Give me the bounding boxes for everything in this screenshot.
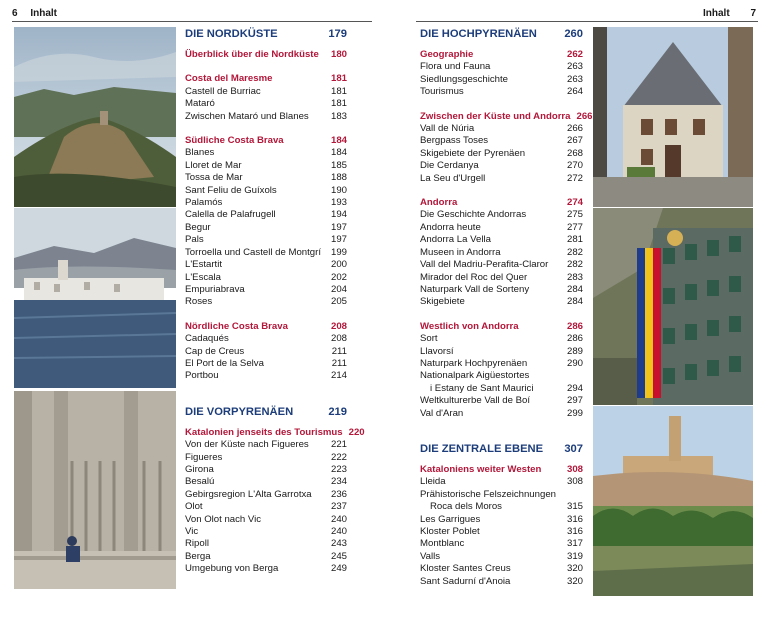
toc-entry-label: Weltkulturerbe Vall de Boí [420, 395, 531, 407]
toc-left-column [185, 27, 365, 576]
toc-entry[interactable] [185, 370, 347, 382]
toc-entry-page: 179 [328, 28, 347, 40]
toc-entry-page: 281 [566, 234, 583, 246]
toc-spacer [185, 383, 347, 405]
toc-entry[interactable] [185, 197, 347, 209]
toc-entry-label: Figueres [185, 451, 223, 463]
left-header-title: Inhalt [30, 8, 58, 19]
toc-entry-label: Flora und Fauna [420, 61, 491, 73]
toc-entry-page: 260 [564, 28, 583, 40]
toc-entry[interactable] [185, 284, 347, 296]
toc-entry-label: Olot [185, 501, 203, 513]
toc-entry-page: 240 [330, 526, 347, 537]
toc-entry-label: Naturpark Vall de Sorteny [420, 283, 530, 295]
toc-entry-page: 208 [330, 320, 347, 332]
toc-entry-label: Kloster Santes Creus [420, 563, 511, 575]
toc-entry-page: 243 [330, 538, 347, 550]
toc-entry-page: 180 [330, 49, 347, 60]
toc-entry-label: Palamós [185, 197, 223, 209]
toc-subsection-heading[interactable] [185, 321, 347, 333]
toc-entry-page: 197 [330, 234, 347, 246]
toc-entry-page: 194 [330, 209, 347, 221]
toc-entry-page: 200 [330, 259, 347, 271]
toc-entry-page: 294 [566, 382, 583, 394]
toc-spacer [420, 420, 583, 442]
toc-entry-label: Von Olot nach Vic [185, 513, 262, 525]
toc-entry-label: La Seu d'Urgell [420, 172, 486, 184]
toc-entry-label: Andorra heute [420, 221, 481, 233]
toc-entry-label: Skigebiete der Pyrenäen [420, 147, 526, 159]
toc-entry[interactable] [185, 551, 347, 563]
toc-entry-page: 275 [566, 209, 583, 221]
toc-entry-page: 264 [566, 86, 583, 98]
toc-entry-page: 272 [566, 172, 583, 184]
toc-entry-label: Vic [185, 526, 199, 537]
toc-section-heading[interactable] [420, 27, 583, 41]
toc-entry-page [577, 370, 583, 382]
toc-entry-page: 320 [566, 575, 583, 587]
toc-entry-label: Begur [185, 221, 211, 233]
toc-entry-label: Andorra [420, 197, 458, 209]
right-page-number: 7 [750, 8, 756, 19]
toc-entry[interactable] [185, 86, 347, 98]
toc-entry[interactable] [420, 272, 583, 284]
toc-entry-page: 190 [330, 184, 347, 196]
toc-entry[interactable] [420, 284, 583, 296]
toc-entry-page: 308 [566, 463, 583, 475]
toc-entry-label: Zwischen Mataró und Blanes [185, 110, 309, 122]
toc-subsection-heading[interactable] [185, 135, 347, 147]
toc-entry[interactable] [420, 296, 583, 308]
toc-entry-page: 222 [330, 451, 347, 463]
toc-entry-label: Calella de Palafrugell [185, 209, 276, 221]
toc-entry[interactable] [420, 123, 583, 135]
toc-entry[interactable] [185, 160, 347, 172]
toc-entry[interactable] [185, 185, 347, 197]
toc-entry[interactable] [420, 576, 583, 588]
toc-entry-label: Vall de Núria [420, 123, 475, 135]
toc-entry-page: 237 [330, 501, 347, 513]
toc-entry[interactable] [185, 111, 347, 123]
toc-entry-label: DIE NORDKÜSTE [185, 28, 278, 40]
toc-entry-label: Tossa de Mar [185, 172, 243, 184]
toc-entry-page: 284 [566, 283, 583, 295]
toc-entry[interactable] [185, 259, 347, 271]
toc-entry-label: Costa del Maresme [185, 73, 273, 85]
toc-entry-label: Besalú [185, 476, 215, 488]
toc-entry-label: Geographie [420, 49, 474, 60]
toc-entry-label: Girona [185, 463, 214, 475]
toc-entry-page: 181 [330, 98, 347, 110]
toc-entry-label: Ripoll [185, 538, 209, 550]
toc-entry-page: 197 [330, 221, 347, 233]
toc-entry-page: 208 [330, 333, 347, 345]
toc-entry-label: Überblick über die Nordküste [185, 49, 319, 60]
toc-entry-label: Roca dels Moros [430, 501, 502, 513]
toc-entry[interactable] [420, 209, 583, 221]
lleida-cathedral-hill-photo [593, 406, 753, 596]
toc-entry[interactable] [420, 526, 583, 538]
toc-entry-page: 181 [330, 85, 347, 97]
toc-entry-label: Montblanc [420, 538, 465, 550]
toc-entry-page: 315 [566, 501, 583, 513]
toc-entry-label: L'Escala [185, 271, 221, 283]
toc-entry[interactable] [420, 514, 583, 526]
toc-entry-page: 277 [566, 221, 583, 233]
toc-entry-page: 234 [330, 476, 347, 488]
toc-entry-label: Cadaqués [185, 333, 229, 345]
toc-entry-label: Zwischen der Küste und Andorra [420, 110, 571, 122]
toc-entry-page: 185 [330, 159, 347, 171]
toc-entry[interactable] [185, 234, 347, 246]
toc-entry[interactable] [420, 358, 583, 370]
toc-subsection-heading[interactable] [420, 197, 583, 209]
toc-entry[interactable] [185, 514, 347, 526]
toc-entry-page: 240 [330, 513, 347, 525]
toc-entry-label: Vall del Madriu-Perafita-Claror [420, 259, 549, 271]
toc-entry-page: 289 [566, 345, 583, 357]
toc-entry-label: Les Garrigues [420, 513, 481, 525]
toc-entry-label: DIE ZENTRALE EBENE [420, 442, 544, 455]
toc-entry-page: 205 [330, 296, 347, 308]
toc-entry-label: Prähistorische Felszeichnungen [420, 488, 556, 500]
toc-entry-label: Roses [185, 296, 213, 308]
toc-entry-label: Siedlungsgeschichte [420, 73, 509, 85]
toc-entry-label: DIE HOCHPYRENÄEN [420, 28, 537, 40]
toc-spacer [185, 61, 347, 73]
toc-entry-page: 266 [566, 123, 583, 135]
toc-spacer [420, 185, 583, 197]
toc-entry-page: 184 [330, 147, 347, 159]
toc-entry[interactable] [185, 439, 347, 451]
toc-entry[interactable] [420, 333, 583, 345]
seaside-town-photo [14, 208, 176, 388]
toc-entry[interactable] [420, 222, 583, 234]
toc-entry[interactable] [185, 222, 347, 234]
toc-entry-page: 249 [330, 563, 347, 575]
toc-entry-page: 262 [566, 49, 583, 60]
right-page-header [703, 8, 756, 19]
toc-entry-label: Torroella und Castell de Montgrí [185, 246, 321, 258]
toc-entry[interactable] [420, 383, 583, 395]
toc-entry[interactable] [185, 358, 347, 370]
toc-entry[interactable] [420, 135, 583, 147]
toc-subsection-heading[interactable] [420, 464, 583, 476]
toc-entry-page: 316 [566, 513, 583, 525]
toc-entry[interactable] [185, 333, 347, 345]
toc-entry-label: Gebirgsregion L'Alta Garrotxa [185, 488, 312, 500]
toc-entry-label: Berga [185, 550, 211, 562]
toc-entry[interactable] [185, 538, 347, 550]
toc-entry[interactable] [185, 464, 347, 476]
toc-entry[interactable] [420, 489, 583, 501]
toc-entry[interactable] [185, 489, 347, 501]
toc-entry[interactable] [420, 148, 583, 160]
toc-entry-label: Sant Sadurní d'Anoia [420, 575, 511, 587]
toc-entry-page: 220 [348, 426, 365, 438]
toc-subsection-heading[interactable] [420, 321, 583, 333]
toc-section-heading[interactable] [185, 27, 347, 41]
toc-entry[interactable] [420, 563, 583, 575]
toc-entry-label: Die Cerdanya [420, 160, 479, 172]
toc-entry-page: 188 [330, 172, 347, 184]
toc-entry-page: 223 [330, 463, 347, 475]
toc-entry[interactable] [420, 61, 583, 73]
toc-entry-page: 245 [330, 550, 347, 562]
toc-entry-page: 297 [566, 395, 583, 407]
toc-entry-page: 214 [330, 370, 347, 382]
toc-entry-label: Kataloniens weiter Westen [420, 463, 542, 475]
toc-spacer [420, 309, 583, 321]
toc-entry-page: 236 [330, 488, 347, 500]
toc-entry-page: 274 [566, 197, 583, 209]
toc-entry-label: Skigebiete [420, 296, 465, 308]
toc-entry-page: 221 [330, 439, 347, 451]
toc-entry[interactable] [420, 370, 583, 382]
toc-entry-label: Nationalpark Aigüestortes [420, 370, 530, 382]
toc-entry[interactable] [185, 476, 347, 488]
toc-spacer [420, 99, 583, 111]
toc-entry-page: 307 [564, 442, 583, 455]
toc-entry-label: Cap de Creus [185, 345, 245, 357]
toc-entry-page: 286 [566, 320, 583, 332]
toc-entry-page: 199 [330, 246, 347, 258]
toc-entry-page: 282 [566, 259, 583, 271]
toc-right-column [420, 27, 593, 588]
toc-spacer [420, 456, 583, 464]
toc-entry[interactable] [185, 501, 347, 513]
toc-entry[interactable] [420, 501, 583, 513]
toc-entry-page: 183 [330, 110, 347, 122]
cathedral-facade-photo [14, 391, 176, 589]
toc-entry-page: 317 [566, 538, 583, 550]
toc-entry-page: 286 [566, 333, 583, 345]
toc-entry-label: Empuriabrava [185, 283, 245, 295]
toc-spacer [185, 123, 347, 135]
toc-entry-page: 267 [566, 135, 583, 147]
toc-entry-page: 283 [566, 271, 583, 283]
toc-entry-label: Valls [420, 550, 441, 562]
coastal-hill-tower-photo [14, 27, 176, 207]
toc-entry-page: 320 [566, 563, 583, 575]
toc-entry[interactable] [420, 74, 583, 86]
toc-spacer [420, 41, 583, 49]
toc-entry-page: 282 [566, 246, 583, 258]
toc-entry-label: Bergpass Toses [420, 135, 489, 147]
toc-entry-label: Lleida [420, 476, 446, 488]
toc-spacer [185, 419, 347, 427]
toc-entry[interactable] [185, 272, 347, 284]
toc-entry-page: 316 [566, 526, 583, 537]
toc-entry-label: Mirador del Roc del Quer [420, 271, 528, 283]
toc-section-heading[interactable] [185, 405, 347, 419]
toc-entry[interactable] [420, 346, 583, 358]
left-header-rule [12, 21, 372, 22]
toc-entry-label: Castell de Burriac [185, 85, 261, 97]
toc-entry-page: 308 [566, 476, 583, 488]
toc-entry-page: 204 [330, 283, 347, 295]
toc-entry-label: Blanes [185, 147, 215, 159]
toc-entry-page: 181 [330, 73, 347, 85]
toc-entry[interactable] [185, 346, 347, 358]
toc-entry[interactable] [420, 476, 583, 488]
toc-entry-label: Mataró [185, 98, 215, 110]
toc-subsection-heading[interactable] [185, 426, 365, 439]
toc-entry[interactable] [185, 247, 347, 259]
toc-entry[interactable] [420, 408, 583, 420]
toc-subsection-heading[interactable] [420, 49, 583, 61]
toc-entry[interactable] [185, 98, 347, 110]
toc-entry-label: Andorra La Vella [420, 234, 491, 246]
toc-entry-page: 299 [566, 407, 583, 419]
toc-entry-label: L'Estartit [185, 259, 223, 271]
toc-entry[interactable] [420, 259, 583, 271]
toc-entry[interactable] [185, 209, 347, 221]
toc-spacer [185, 309, 347, 321]
toc-entry[interactable] [185, 172, 347, 184]
toc-entry-label: Südliche Costa Brava [185, 135, 284, 147]
toc-entry-page: 263 [566, 61, 583, 73]
toc-entry[interactable] [185, 452, 347, 464]
toc-entry-label: Katalonien jenseits des Tourismus [185, 426, 343, 438]
toc-entry-page: 263 [566, 73, 583, 85]
toc-entry-label: Sort [420, 333, 438, 345]
toc-entry-page: 219 [328, 405, 347, 418]
left-page-header [12, 8, 57, 19]
toc-entry-label: Museen in Andorra [420, 246, 501, 258]
toc-entry-label: i Estany de Sant Maurici [430, 382, 534, 394]
toc-entry[interactable] [185, 563, 347, 575]
toc-entry-label: Die Geschichte Andorras [420, 209, 527, 221]
toc-entry-page: 184 [330, 135, 347, 147]
toc-entry-page: 290 [566, 357, 583, 369]
toc-entry[interactable] [420, 247, 583, 259]
toc-entry-page: 193 [330, 197, 347, 209]
toc-entry-page: 268 [566, 147, 583, 159]
toc-subsection-heading[interactable] [185, 49, 347, 61]
toc-entry[interactable] [185, 296, 347, 308]
toc-entry-page: 319 [566, 550, 583, 562]
andorra-building-flag-photo [593, 208, 753, 405]
toc-entry[interactable] [420, 173, 583, 185]
toc-spacer [185, 41, 347, 49]
toc-entry-page: 266 [576, 110, 593, 122]
toc-entry[interactable] [420, 395, 583, 407]
toc-entry-label: Lloret de Mar [185, 159, 242, 171]
toc-entry-label: Tourismus [420, 86, 464, 98]
right-header-rule [416, 21, 758, 22]
toc-entry-label: Llavorsí [420, 345, 454, 357]
toc-entry-page [577, 489, 583, 501]
toc-entry-page: 211 [331, 357, 347, 369]
toc-subsection-heading[interactable] [185, 73, 347, 85]
toc-entry[interactable] [420, 551, 583, 563]
toc-entry-label: Kloster Poblet [420, 526, 480, 537]
toc-entry-label: Val d'Aran [420, 407, 464, 419]
toc-entry-label: Naturpark Hochpyrenäen [420, 357, 528, 369]
toc-entry-page: 202 [330, 271, 347, 283]
left-page-number: 6 [12, 8, 18, 19]
toc-entry[interactable] [185, 526, 347, 538]
toc-subsection-heading[interactable] [420, 110, 593, 123]
toc-entry-page: 270 [566, 160, 583, 172]
toc-entry-label: Portbou [185, 370, 219, 382]
toc-entry-label: DIE VORPYRENÄEN [185, 405, 294, 418]
toc-entry-page: 284 [566, 296, 583, 308]
toc-section-heading[interactable] [420, 442, 583, 456]
toc-entry[interactable] [420, 86, 583, 98]
toc-entry-label: Nördliche Costa Brava [185, 320, 288, 332]
toc-entry-label: Sant Feliu de Guíxols [185, 184, 277, 196]
toc-entry[interactable] [420, 234, 583, 246]
toc-entry-label: Umgebung von Berga [185, 563, 279, 575]
toc-entry[interactable] [420, 160, 583, 172]
toc-entry[interactable] [185, 147, 347, 159]
toc-entry-label: Pals [185, 234, 204, 246]
toc-entry-label: Westlich von Andorra [420, 320, 519, 332]
toc-entry[interactable] [420, 538, 583, 550]
toc-entry-label: El Port de la Selva [185, 357, 264, 369]
toc-entry-page: 211 [331, 345, 347, 357]
right-header-title: Inhalt [702, 8, 730, 19]
toc-entry-label: Von der Küste nach Figueres [185, 439, 309, 451]
stone-house-street-photo [593, 27, 753, 207]
